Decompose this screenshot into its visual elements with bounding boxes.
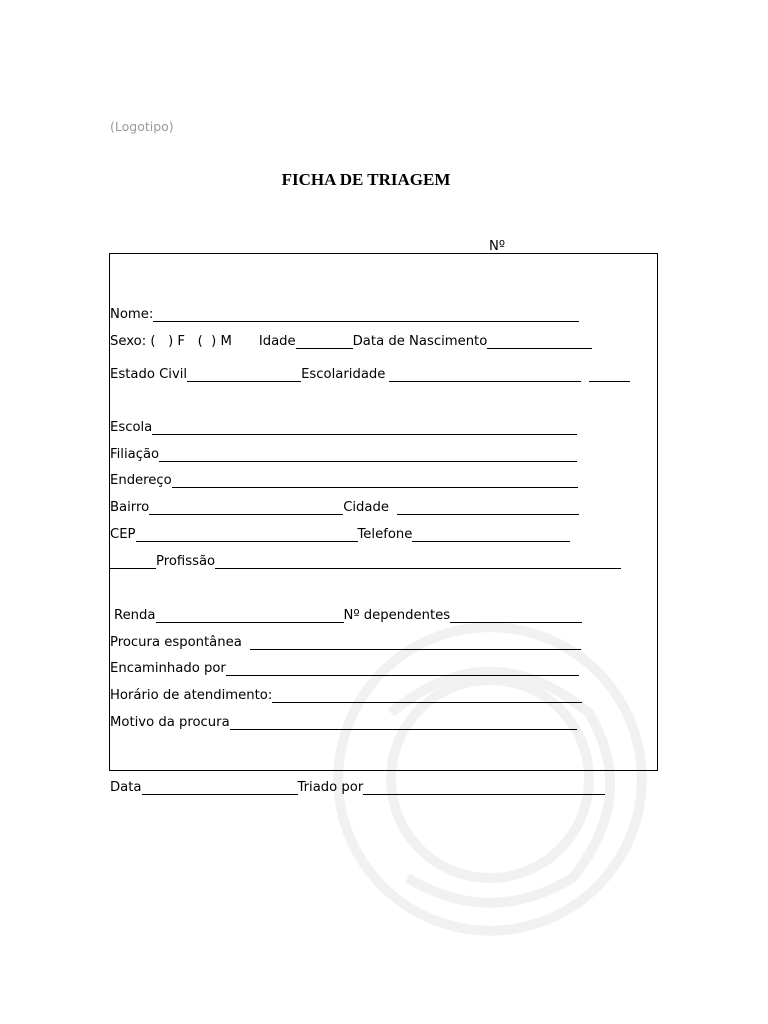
endereco-field [110,470,578,488]
dependentes-input-line[interactable] [450,609,582,623]
escola-label: Escola [110,420,153,435]
cep-row [110,524,570,542]
profissao-label: Profissão [156,554,216,569]
encaminhado-por-field [110,658,579,676]
horario-atendimento-input-line[interactable] [272,689,582,703]
filiacao-field [110,444,577,462]
bairro-row [110,497,579,515]
endereco-input-line[interactable] [172,474,578,488]
nome-label: Nome: [110,307,154,322]
dependentes-label: Nº dependentes [343,608,451,623]
procura-espontanea-label: Procura espontânea [110,635,242,650]
estado-civil-label: Estado Civil [110,367,188,382]
cidade-label: Cidade [343,500,389,515]
profissao-row [110,551,621,569]
escolaridade-input-line[interactable] [389,368,581,382]
logo-placeholder: (Logotipo) [110,119,174,134]
renda-input-line[interactable] [156,609,344,623]
motivo-procura-field [110,712,577,730]
triado-por-label: Triado por [297,780,364,795]
escola-field [110,417,577,435]
cep-input-line[interactable] [136,528,358,542]
motivo-procura-input-line[interactable] [230,716,577,730]
telefone-input-line[interactable] [412,528,570,542]
page-title: FICHA DE TRIAGEM [281,170,451,189]
profissao-prefix-line[interactable] [110,555,156,569]
horario-atendimento-label: Horário de atendimento: [110,688,273,703]
footer-row [110,777,605,795]
filiacao-label: Filiação [110,447,160,462]
filiacao-input-line[interactable] [159,448,577,462]
procura-espontanea-input-line[interactable] [250,636,581,650]
data-nascimento-label: Data de Nascimento [352,334,488,349]
data-input-line[interactable] [142,781,298,795]
estado-civil-input-line[interactable] [187,368,301,382]
bairro-label: Bairro [110,500,150,515]
motivo-procura-label: Motivo da procura [110,715,230,730]
numero-input-line[interactable] [511,240,595,254]
idade-input-line[interactable] [296,335,353,349]
numero-field [489,236,595,254]
horario-atendimento-field [110,685,582,703]
encaminhado-por-input-line[interactable] [226,662,579,676]
escolaridade-extra-line[interactable] [589,368,630,382]
encaminhado-por-label: Encaminhado por [110,661,226,676]
renda-row [114,605,582,623]
cidade-input-line[interactable] [397,501,579,515]
triado-por-input-line[interactable] [363,781,605,795]
escolaridade-label: Escolaridade [301,367,386,382]
bairro-input-line[interactable] [149,501,343,515]
data-nascimento-input-line[interactable] [487,335,592,349]
data-label: Data [110,780,142,795]
sexo-label: Sexo: ( ) F ( ) M [110,334,232,349]
estado-civil-row [110,364,630,382]
nome-input-line[interactable] [153,308,579,322]
renda-label: Renda [114,608,156,623]
nome-field [110,304,579,322]
telefone-label: Telefone [357,527,413,542]
idade-label: Idade [258,334,296,349]
numero-label: Nº [489,239,506,254]
cep-label: CEP [110,527,136,542]
escola-input-line[interactable] [152,421,577,435]
sexo-row [110,331,592,349]
profissao-input-line[interactable] [215,555,621,569]
procura-espontanea-field [110,632,581,650]
endereco-label: Endereço [110,473,172,488]
